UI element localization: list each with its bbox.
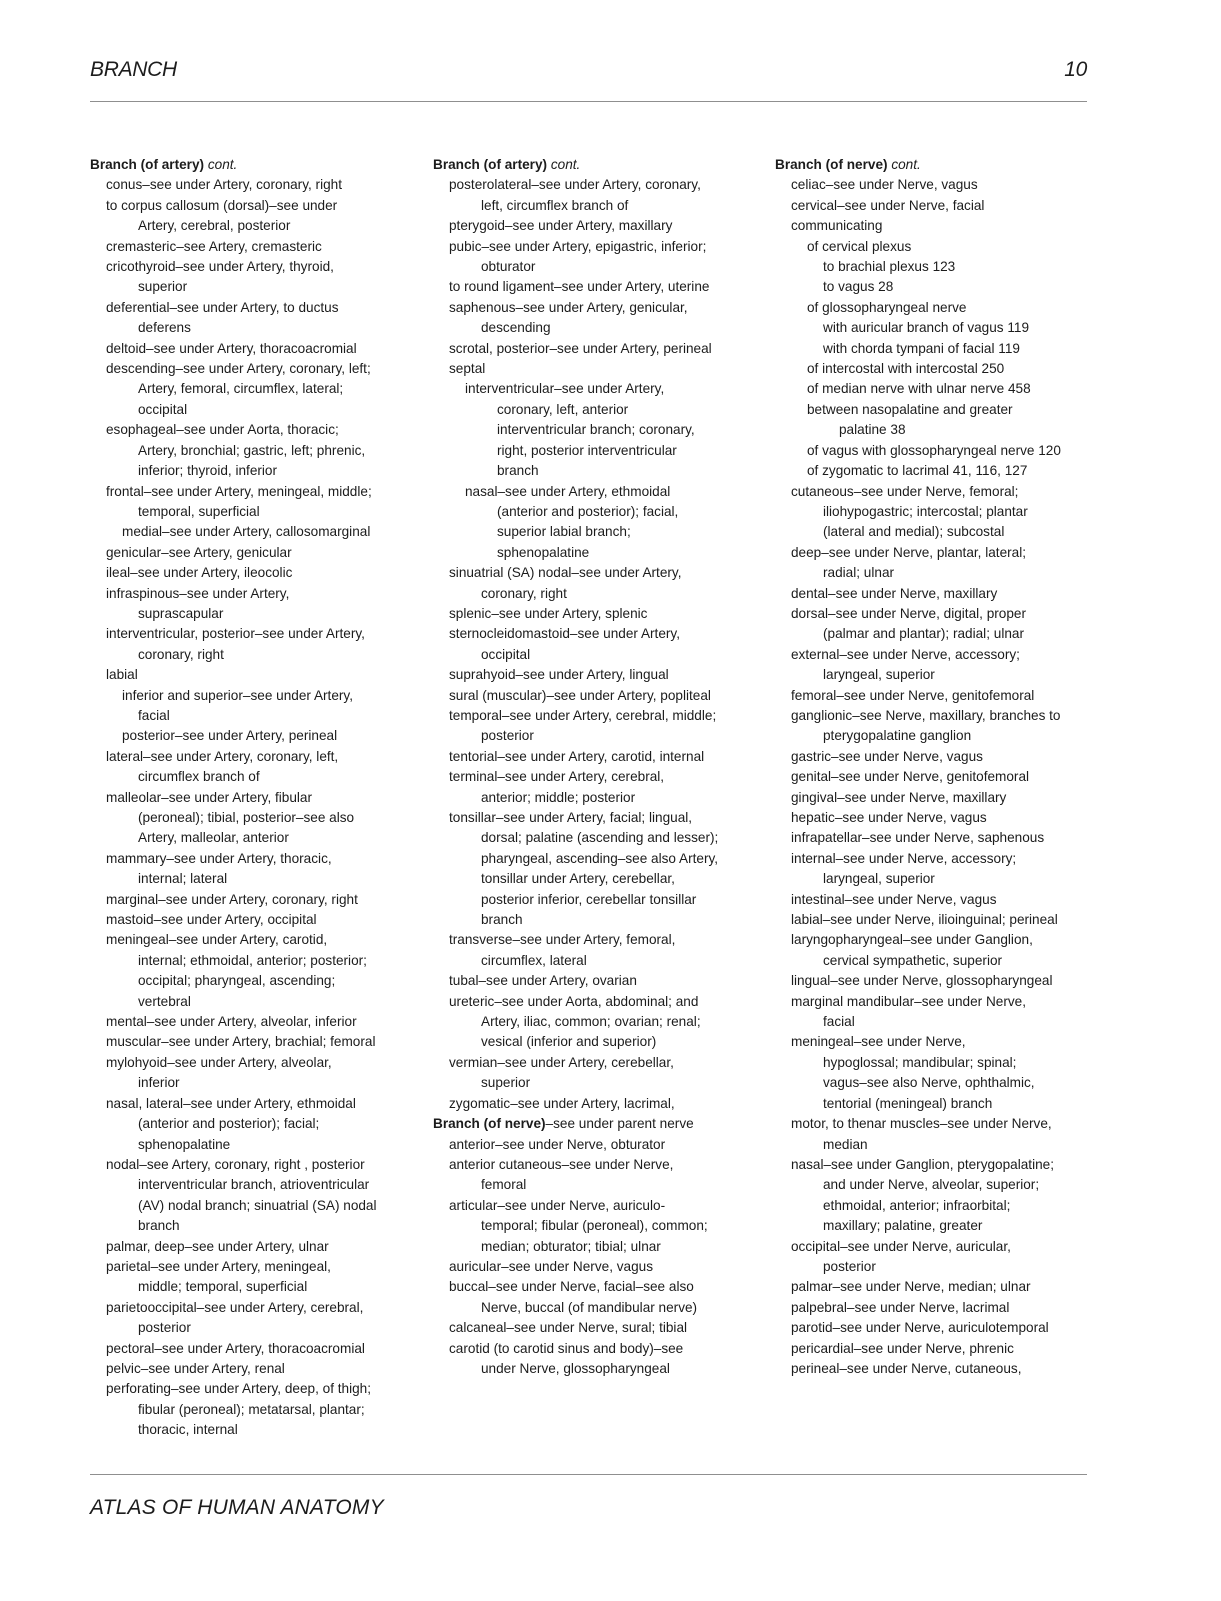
index-entry-continuation: superior labial branch; — [497, 524, 631, 540]
index-entry: palpebral–see under Nerve, lacrimal — [791, 1299, 1010, 1315]
index-entry: cervical–see under Nerve, facial — [791, 197, 985, 213]
index-entry-continuation: circumflex, lateral — [481, 952, 587, 968]
index-entry: mastoid–see under Artery, occipital — [106, 912, 317, 928]
page-number: 10 — [1064, 58, 1087, 81]
index-entry-continuation: left, circumflex branch of — [481, 197, 629, 213]
heading-continued: cont. — [207, 157, 238, 172]
index-entry-continuation: middle; temporal, superficial — [138, 1279, 308, 1295]
index-entry: pectoral–see under Artery, thoracoacromial — [106, 1340, 365, 1356]
index-entry-continuation: fibular (peroneal); metatarsal, plantar; — [138, 1401, 365, 1417]
index-entry: palmar, deep–see under Artery, ulnar — [106, 1238, 329, 1254]
index-entry-continuation: inferior; thyroid, inferior — [138, 463, 278, 479]
index-entry: carotid (to carotid sinus and body)–see — [449, 1340, 684, 1356]
index-entry-continuation: superior — [138, 279, 188, 295]
main-entry-reference: –see under parent nerve — [545, 1116, 694, 1132]
index-entry: parietal–see under Artery, meningeal, — [106, 1258, 331, 1274]
index-entry: nodal–see Artery, coronary, right , posterior — [106, 1156, 365, 1172]
index-entry: genicular–see Artery, genicular — [106, 544, 292, 560]
index-entry: scrotal, posterior–see under Artery, perineal — [449, 340, 712, 356]
index-entry: meningeal–see under Artery, carotid, — [106, 932, 328, 948]
index-entry-continuation: posterior — [481, 728, 534, 744]
index-entry-continuation: with chorda tympani of facial 119 — [823, 340, 1020, 356]
index-entry: to round ligament–see under Artery, uterine — [449, 279, 710, 295]
index-entry: transverse–see under Artery, femoral, — [449, 932, 676, 948]
index-entry: tubal–see under Artery, ovarian — [449, 973, 637, 989]
index-entry: pericardial–see under Nerve, phrenic — [791, 1340, 1014, 1356]
index-entry-continuation: vesical (inferior and superior) — [481, 1034, 657, 1050]
index-main-entry — [433, 1114, 763, 1134]
index-entry: gastric–see under Nerve, vagus — [791, 748, 983, 764]
heading-term: Branch (of artery) — [433, 157, 548, 172]
index-entry-continuation: and under Nerve, alveolar, superior; — [823, 1177, 1040, 1193]
header-divider — [90, 101, 1087, 102]
index-entry: posterior–see under Artery, perineal — [122, 728, 338, 744]
index-entry: of cervical plexus — [807, 238, 912, 254]
index-entry-continuation: tentorial (meningeal) branch — [823, 1095, 993, 1111]
index-entry: ureteric–see under Aorta, abdominal; and — [449, 993, 699, 1009]
index-entry: mylohyoid–see under Artery, alveolar, — [106, 1054, 332, 1070]
index-entry-continuation: tonsillar under Artery, cerebellar, — [481, 871, 675, 887]
index-entry-continuation: laryngeal, superior — [823, 667, 935, 683]
index-entry-continuation: occipital — [481, 646, 531, 662]
index-entry: pubic–see under Artery, epigastric, inferior; — [449, 238, 707, 254]
index-entry: external–see under Nerve, accessory; — [791, 646, 1020, 662]
index-entry-continuation: facial — [823, 1014, 855, 1030]
index-entry: laryngopharyngeal–see under Ganglion, — [791, 932, 1033, 948]
index-entry-continuation: Nerve, buccal (of mandibular nerve) — [481, 1299, 698, 1315]
index-entry: interventricular, posterior–see under Artery, — [106, 626, 365, 642]
index-entry: to corpus callosum (dorsal)–see under — [106, 197, 338, 213]
index-entry-continuation: posterior — [823, 1258, 876, 1274]
index-entry-continuation: (peroneal); tibial, posterior–see also — [138, 810, 355, 825]
index-entry: mental–see under Artery, alveolar, inferior — [106, 1014, 357, 1030]
index-entry-continuation: anterior; middle; posterior — [481, 789, 636, 805]
index-entry-continuation: with auricular branch of vagus 119 — [823, 320, 1030, 336]
index-entry: inferior and superior–see under Artery, — [122, 687, 353, 703]
index-entry: intestinal–see under Nerve, vagus — [791, 891, 997, 907]
index-column-1 — [90, 155, 420, 1441]
index-entry: sternocleidomastoid–see under Artery, — [449, 626, 680, 642]
index-entry: deferential–see under Artery, to ductus — [106, 299, 339, 315]
index-entry-continuation: internal; lateral — [138, 871, 228, 887]
index-entry-continuation: maxillary; palatine, greater — [823, 1218, 983, 1234]
index-entry-continuation: interventricular branch; coronary, — [497, 422, 695, 438]
index-entry: labial — [106, 667, 138, 683]
index-entry: medial–see under Artery, callosomarginal — [122, 524, 371, 540]
column-heading — [775, 155, 1105, 175]
index-entry: calcaneal–see under Nerve, sural; tibial — [449, 1320, 688, 1336]
index-entry-continuation: occipital; pharyngeal, ascending; — [138, 973, 336, 989]
index-entry-continuation: descending — [481, 320, 551, 336]
page-header — [90, 58, 1087, 88]
index-entry: dental–see under Nerve, maxillary — [791, 585, 998, 601]
index-entry-continuation: Artery, iliac, common; ovarian; renal; — [481, 1014, 701, 1030]
index-entry-continuation: branch — [497, 463, 539, 479]
index-entry: communicating — [791, 218, 883, 234]
index-entry: posterolateral–see under Artery, coronary, — [449, 177, 701, 193]
index-entry: of median nerve with ulnar nerve 458 — [807, 381, 1031, 397]
index-entry: marginal mandibular–see under Nerve, — [791, 993, 1026, 1009]
index-entry: auricular–see under Nerve, vagus — [449, 1258, 654, 1274]
heading-continued: cont. — [550, 157, 581, 172]
index-entry: labial–see under Nerve, ilioinguinal; perineal — [791, 912, 1058, 928]
index-entry: marginal–see under Artery, coronary, right — [106, 891, 358, 907]
index-entry-continuation: inferior — [138, 1075, 180, 1091]
index-entry-continuation: internal; ethmoidal, anterior; posterior; — [138, 952, 367, 968]
index-entry: perineal–see under Nerve, cutaneous, — [791, 1360, 1022, 1376]
index-entry: anterior cutaneous–see under Nerve, — [449, 1156, 674, 1172]
index-entry-continuation: circumflex branch of — [138, 769, 260, 785]
index-entry-continuation: (AV) nodal branch; sinuatrial (SA) nodal — [138, 1197, 377, 1213]
index-entry: internal–see under Nerve, accessory; — [791, 850, 1017, 866]
index-entry-continuation: branch — [481, 912, 523, 928]
index-entry-continuation: cervical sympathetic, superior — [823, 952, 1003, 968]
index-entry: motor, to thenar muscles–see under Nerve, — [791, 1116, 1052, 1132]
index-entry-continuation: under Nerve, glossopharyngeal — [481, 1360, 670, 1376]
index-entry: ileal–see under Artery, ileocolic — [106, 565, 293, 581]
index-entry-continuation: vagus–see also Nerve, ophthalmic, — [823, 1075, 1035, 1091]
index-entry: occipital–see under Nerve, auricular, — [791, 1238, 1011, 1254]
index-entry-continuation: temporal, superficial — [138, 503, 260, 519]
index-entry-continuation: to vagus 28 — [823, 279, 894, 295]
index-entry: suprahyoid–see under Artery, lingual — [449, 667, 669, 683]
index-entry-continuation: pharyngeal, ascending–see also Artery, — [481, 850, 719, 866]
index-entry: nasal–see under Ganglion, pterygopalatine; — [791, 1156, 1055, 1172]
index-entry: parietooccipital–see under Artery, cerebral, — [106, 1299, 364, 1315]
index-entry: temporal–see under Artery, cerebral, middle; — [449, 707, 717, 723]
index-entry: malleolar–see under Artery, fibular — [106, 789, 313, 805]
index-entry-continuation: (anterior and posterior); facial, — [497, 503, 679, 519]
index-entry-continuation: suprascapular — [138, 605, 224, 621]
index-entry: buccal–see under Nerve, facial–see also — [449, 1279, 694, 1295]
index-entry: parotid–see under Nerve, auriculotemporal — [791, 1320, 1049, 1336]
index-entry-continuation: Artery, femoral, circumflex, lateral; — [138, 381, 344, 397]
index-entry: celiac–see under Nerve, vagus — [791, 177, 978, 193]
index-entry-continuation: palatine 38 — [839, 422, 906, 438]
index-entry-continuation: (anterior and posterior); facial; — [138, 1116, 320, 1132]
index-entry: lingual–see under Nerve, glossopharyngeal — [791, 973, 1053, 989]
heading-continued: cont. — [891, 157, 921, 172]
column-heading — [433, 155, 763, 175]
index-entry: palmar–see under Nerve, median; ulnar — [791, 1279, 1031, 1295]
index-entry-continuation: ethmoidal, anterior; infraorbital; — [823, 1197, 1011, 1213]
index-entry: vermian–see under Artery, cerebellar, — [449, 1054, 674, 1070]
index-entry: between nasopalatine and greater — [807, 401, 1013, 417]
index-entry-continuation: Artery, malleolar, anterior — [138, 830, 289, 846]
index-entry-continuation: posterior inferior, cerebellar tonsillar — [481, 891, 697, 907]
index-entry: perforating–see under Artery, deep, of thigh; — [106, 1381, 371, 1397]
index-entry: septal — [449, 361, 486, 377]
index-entry: zygomatic–see under Artery, lacrimal, — [449, 1095, 675, 1111]
index-entry: sinuatrial (SA) nodal–see under Artery, — [449, 565, 682, 581]
index-entry: pelvic–see under Artery, renal — [106, 1360, 285, 1376]
index-entry-continuation: iliohypogastric; intercostal; plantar — [823, 503, 1028, 519]
index-entry: cremasteric–see Artery, cremasteric — [106, 238, 322, 254]
index-entry: sural (muscular)–see under Artery, popliteal — [449, 687, 711, 703]
index-column-3 — [775, 155, 1105, 1379]
index-entry: conus–see under Artery, coronary, right — [106, 177, 342, 193]
index-entry-continuation: Artery, bronchial; gastric, left; phrenic, — [138, 442, 366, 458]
index-entry: muscular–see under Artery, brachial; femoral — [106, 1034, 376, 1050]
footer-divider — [90, 1474, 1087, 1475]
index-entry-continuation: obturator — [481, 259, 536, 275]
index-entry: of vagus with glossopharyngeal nerve 120 — [807, 442, 1061, 458]
index-entry-continuation: Artery, cerebral, posterior — [138, 218, 291, 234]
index-entry: deep–see under Nerve, plantar, lateral; — [791, 544, 1027, 560]
index-entry: cricothyroid–see under Artery, thyroid, — [106, 259, 334, 275]
index-entry-continuation: median — [823, 1136, 868, 1152]
index-entry: infraspinous–see under Artery, — [106, 585, 290, 601]
index-entry: anterior–see under Nerve, obturator — [449, 1136, 666, 1152]
index-entry-continuation: sphenopalatine — [497, 544, 590, 560]
index-entry-continuation: temporal; fibular (peroneal), common; — [481, 1218, 708, 1234]
index-entry: of intercostal with intercostal 250 — [807, 361, 1005, 377]
index-entry: nasal, lateral–see under Artery, ethmoidal — [106, 1095, 356, 1111]
index-column-2 — [433, 155, 763, 1379]
index-entry: frontal–see under Artery, meningeal, middle; — [106, 483, 372, 499]
index-entry: genital–see under Nerve, genitofemoral — [791, 769, 1030, 785]
heading-term: Branch (of artery) — [90, 157, 205, 172]
index-entry: femoral–see under Nerve, genitofemoral — [791, 687, 1035, 703]
index-entry-continuation: femoral — [481, 1177, 527, 1193]
index-entry: gingival–see under Nerve, maxillary — [791, 789, 1007, 805]
index-entry: of glossopharyngeal nerve — [807, 299, 967, 315]
index-entry-continuation: superior — [481, 1075, 531, 1091]
index-entry: dorsal–see under Nerve, digital, proper — [791, 605, 1027, 621]
index-entry: pterygoid–see under Artery, maxillary — [449, 218, 673, 234]
index-entry: descending–see under Artery, coronary, left; — [106, 361, 371, 377]
index-entry-continuation: deferens — [138, 320, 191, 336]
index-entry: mammary–see under Artery, thoracic, — [106, 850, 332, 866]
index-entry: infrapatellar–see under Nerve, saphenous — [791, 830, 1045, 846]
index-entry-continuation: hypoglossal; mandibular; spinal; — [823, 1054, 1017, 1070]
index-entry: tentorial–see under Artery, carotid, internal — [449, 748, 705, 764]
index-entry-continuation: thoracic, internal — [138, 1422, 238, 1438]
index-entry: tonsillar–see under Artery, facial; lingual, — [449, 810, 693, 825]
index-entry: ganglionic–see Nerve, maxillary, branches to — [791, 707, 1061, 723]
index-entry: of zygomatic to lacrimal 41, 116, 127 — [807, 463, 1028, 479]
index-entry: saphenous–see under Artery, genicular, — [449, 299, 688, 315]
index-entry: articular–see under Nerve, auriculo- — [449, 1197, 666, 1213]
index-entry-continuation: vertebral — [138, 993, 191, 1009]
index-entry-continuation: interventricular branch, atrioventricular — [138, 1177, 370, 1193]
index-entry-continuation: branch — [138, 1218, 180, 1234]
column-heading — [90, 155, 420, 175]
index-entry-continuation: pterygopalatine ganglion — [823, 728, 972, 744]
index-entry-continuation: posterior — [138, 1320, 191, 1336]
index-entry: nasal–see under Artery, ethmoidal — [465, 483, 671, 499]
index-entry: hepatic–see under Nerve, vagus — [791, 810, 987, 825]
index-entry-continuation: occipital — [138, 401, 188, 417]
index-entry: splenic–see under Artery, splenic — [449, 605, 648, 621]
index-entry-continuation: (palmar and plantar); radial; ulnar — [823, 626, 1024, 642]
index-entry: interventricular–see under Artery, — [465, 381, 665, 397]
index-entry: lateral–see under Artery, coronary, left, — [106, 748, 339, 764]
index-entry-continuation: coronary, right — [138, 646, 224, 662]
index-entry-continuation: facial — [138, 707, 170, 723]
book-title-footer: ATLAS OF HUMAN ANATOMY — [90, 1496, 384, 1519]
index-entry-continuation: median; obturator; tibial; ulnar — [481, 1238, 661, 1254]
index-entry-continuation: laryngeal, superior — [823, 871, 935, 887]
main-entry-term: Branch (of nerve) — [433, 1116, 546, 1132]
index-entry: meningeal–see under Nerve, — [791, 1034, 966, 1050]
index-entry-continuation: sphenopalatine — [138, 1136, 231, 1152]
index-entry-continuation: (lateral and medial); subcostal — [823, 524, 1005, 540]
index-entry-continuation: radial; ulnar — [823, 565, 895, 581]
running-head: BRANCH — [90, 58, 177, 81]
index-entry: deltoid–see under Artery, thoracoacromial — [106, 340, 357, 356]
index-entry: terminal–see under Artery, cerebral, — [449, 769, 665, 785]
index-entry-continuation: to brachial plexus 123 — [823, 259, 956, 275]
index-entry-continuation: coronary, left, anterior — [497, 401, 629, 417]
index-entry: cutaneous–see under Nerve, femoral; — [791, 483, 1019, 499]
index-entry: esophageal–see under Aorta, thoracic; — [106, 422, 339, 438]
heading-term: Branch (of nerve) — [775, 157, 888, 172]
index-entry-continuation: dorsal; palatine (ascending and lesser); — [481, 830, 719, 846]
index-entry-continuation: right, posterior interventricular — [497, 442, 677, 458]
index-entry-continuation: coronary, right — [481, 585, 567, 601]
